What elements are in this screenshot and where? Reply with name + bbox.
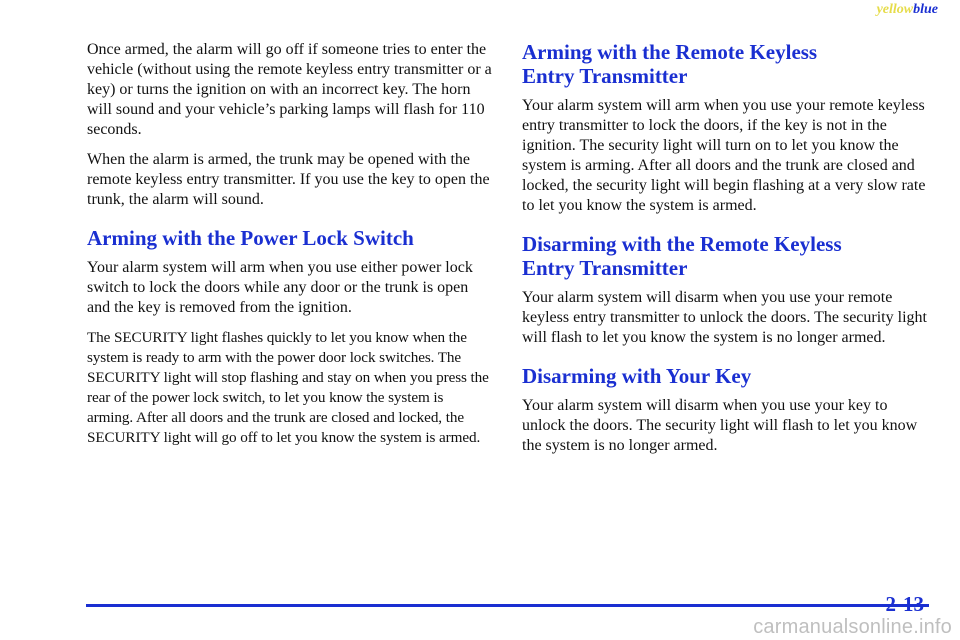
- paragraph-trunk-open: When the alarm is armed, the trunk may be opened with the remote keyless entry transmitter. If you use the key to open the trunk, the alarm will sound.: [87, 151, 490, 208]
- paragraph-alarm-trigger: Once armed, the alarm will go off if someone tries to enter the vehicle (without using the remote keyless entry transmitter or a key) or turns the ignition on with an incorrect key. The horn will sound and your vehicle’s parking lamps will flash for 110 seconds.: [87, 41, 492, 138]
- heading-arming-power-lock: Arming with the Power Lock Switch: [87, 226, 414, 250]
- heading-disarming-remote: [522, 232, 927, 280]
- heading-arming-remote-line1: Arming with the Remote Keyless: [522, 40, 818, 64]
- paragraph-remote-disarm: Your alarm system will disarm when you use your remote keyless entry transmitter to unlock the doors. The security light will flash to let you know the system is no longer armed.: [522, 289, 927, 346]
- color-tag-blue: blue: [913, 2, 938, 17]
- paragraph-remote-arm: Your alarm system will arm when you use your remote keyless entry transmitter to lock the doors, if the key is not in the ignition. The security light will turn on to let you know the system is arming. After all doors and the trunk are closed and locked, the security light will begin flashing at a very slow rate to let you know the system is armed.: [522, 97, 926, 214]
- color-tag-yellow: yellow: [876, 2, 914, 17]
- page-number: 2-13: [885, 592, 924, 616]
- heading-disarming-key: Disarming with Your Key: [522, 364, 752, 388]
- heading-disarming-remote-line2: Entry Transmitter: [522, 256, 688, 280]
- footer-rule: [86, 604, 929, 607]
- paragraph-security-light: The SECURITY light flashes quickly to let you know when the system is ready to arm with the power door lock switches. The SECURITY light will stop flashing and stay on when you press the rear of the power lock switch, to let you know the system is arming. After all doors and the trunk are closed and locked, the SECURITY light will go off to let you know the system is armed.: [87, 329, 489, 446]
- heading-arming-remote: [522, 40, 927, 88]
- left-column: [87, 40, 492, 458]
- heading-disarming-remote-line1: Disarming with the Remote Keyless: [522, 232, 842, 256]
- heading-arming-remote-line2: Entry Transmitter: [522, 64, 688, 88]
- paragraph-power-lock-arm: Your alarm system will arm when you use either power lock switch to lock the doors while any door or the trunk is open and the key is removed from the ignition.: [87, 259, 473, 316]
- right-column: [522, 40, 927, 466]
- color-tag: [877, 2, 938, 18]
- watermark: carmanualsonline.info: [753, 616, 952, 638]
- paragraph-key-disarm: Your alarm system will disarm when you use your key to unlock the doors. The security light will flash to let you know the system is no longer armed.: [522, 397, 918, 454]
